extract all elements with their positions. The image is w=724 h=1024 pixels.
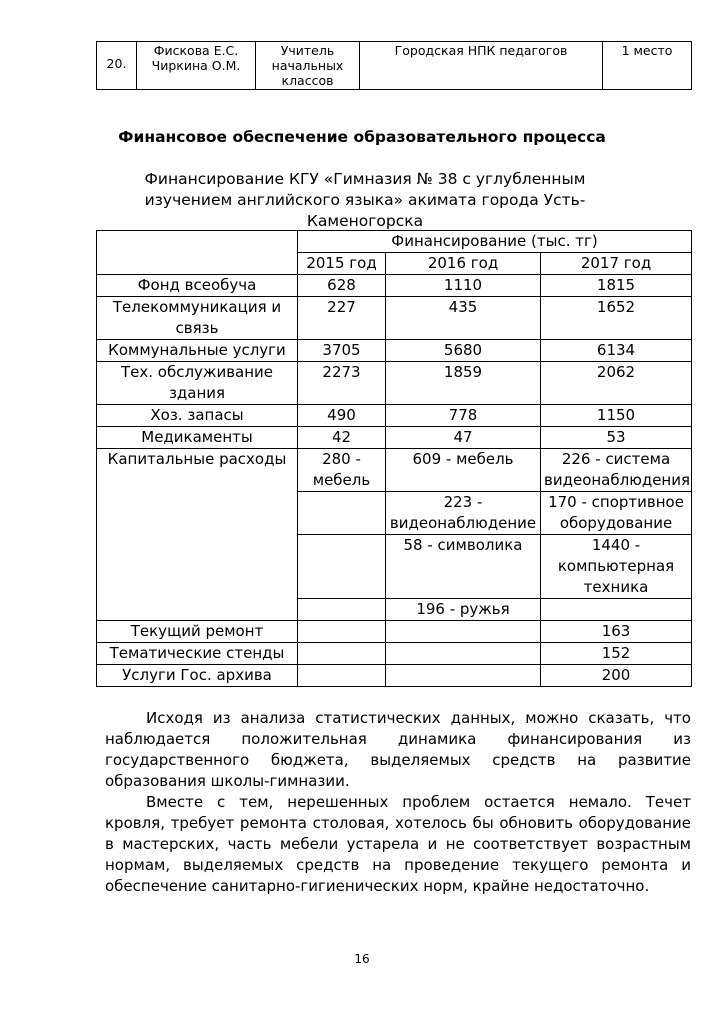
value-2016 xyxy=(386,621,541,643)
table-row xyxy=(97,340,692,362)
table-row xyxy=(97,405,692,427)
value-2016: 435 xyxy=(386,297,541,340)
row-label: Фонд всеобуча xyxy=(97,275,298,297)
year-header: 2017 год xyxy=(541,253,692,275)
value-2017: 1815 xyxy=(541,275,692,297)
table-row xyxy=(97,665,692,687)
body-paragraph xyxy=(105,708,691,792)
group-header: Финансирование (тыс. тг) xyxy=(298,231,692,253)
value-2015: 628 xyxy=(298,275,386,297)
position-line: Учитель xyxy=(280,43,335,58)
value-2016: 47 xyxy=(386,427,541,449)
awards-table xyxy=(96,41,692,90)
year-header: 2015 год xyxy=(298,253,386,275)
value-2015: 490 xyxy=(298,405,386,427)
value-2016 xyxy=(386,665,541,687)
result: 1 место xyxy=(603,42,692,90)
participant-position xyxy=(256,42,360,90)
table-caption: Финансирование КГУ «Гимназия № 38 с углубленным изучением английского языка» акимата города Усть-Каменогорска xyxy=(144,170,586,230)
paragraph-text: Вместе с тем, нерешенных проблем остается немало. Течет кровля, требует ремонта столовая, хотелось бы обновить оборудование в мастерских, часть мебели устарела и не соответствует возрастным нормам, выделяемых средств на проведение текущего ремонта и обеспечение санитарно-гигиенических норм, крайне недостаточно. xyxy=(105,793,691,895)
value-2017: 53 xyxy=(541,427,692,449)
row-label: Услуги Гос. архива xyxy=(97,665,298,687)
empty-header-cell xyxy=(97,231,298,275)
value-2017: 163 xyxy=(541,621,692,643)
value-2015 xyxy=(298,599,386,621)
value-2015 xyxy=(298,535,386,599)
row-label: Тематические стенды xyxy=(97,643,298,665)
participant-name: Фискова Е.С. xyxy=(153,43,239,58)
row-number: 20. xyxy=(97,42,137,90)
value-2016: 196 - ружья xyxy=(386,599,541,621)
table-row xyxy=(97,621,692,643)
value-2016: 223 - видеонаблюдение xyxy=(386,492,541,535)
participant-names xyxy=(137,42,256,90)
value-2015: 42 xyxy=(298,427,386,449)
table-row xyxy=(97,297,692,340)
participant-name: Чиркина О.М. xyxy=(151,58,241,73)
value-2015: 227 xyxy=(298,297,386,340)
value-2017 xyxy=(541,599,692,621)
table-row xyxy=(97,449,692,492)
value-2015: 280 - мебель xyxy=(298,449,386,492)
row-label: Текущий ремонт xyxy=(97,621,298,643)
row-label: Коммунальные услуги xyxy=(97,340,298,362)
value-2017: 2062 xyxy=(541,362,692,405)
table-row xyxy=(97,643,692,665)
paragraph-text: Исходя из анализа статистических данных, можно сказать, что наблюдается положительная динамика финансирования из государственного бюджета, выделяемых средств на развитие образования школы-гимназии. xyxy=(105,709,691,790)
position-line: классов xyxy=(281,73,334,88)
value-2017: 226 - система видеонаблюдения xyxy=(541,449,692,492)
value-2015 xyxy=(298,665,386,687)
value-2017: 170 - спортивное оборудование xyxy=(541,492,692,535)
table-row xyxy=(97,42,692,90)
row-label: Капитальные расходы xyxy=(97,449,298,621)
page-number: 16 xyxy=(354,952,370,966)
event-name: Городская НПК педагогов xyxy=(360,42,603,90)
finance-table xyxy=(96,230,692,687)
value-2017: 152 xyxy=(541,643,692,665)
table-row xyxy=(97,427,692,449)
value-2015 xyxy=(298,621,386,643)
header-row xyxy=(97,231,692,253)
section-title: Финансовое обеспечение образовательного процесса xyxy=(118,128,606,146)
value-2016 xyxy=(386,643,541,665)
value-2017: 6134 xyxy=(541,340,692,362)
value-2016: 1110 xyxy=(386,275,541,297)
row-label: Медикаменты xyxy=(97,427,298,449)
value-2017: 1150 xyxy=(541,405,692,427)
position-line: начальных xyxy=(271,58,344,73)
value-2016: 1859 xyxy=(386,362,541,405)
value-2017: 1652 xyxy=(541,297,692,340)
value-2015: 3705 xyxy=(298,340,386,362)
value-2016: 58 - символика xyxy=(386,535,541,599)
value-2016: 778 xyxy=(386,405,541,427)
value-2015 xyxy=(298,492,386,535)
value-2015 xyxy=(298,643,386,665)
year-header: 2016 год xyxy=(386,253,541,275)
table-row xyxy=(97,275,692,297)
row-label: Хоз. запасы xyxy=(97,405,298,427)
body-paragraph xyxy=(105,792,691,897)
value-2016: 5680 xyxy=(386,340,541,362)
value-2017: 1440 - компьютерная техника xyxy=(541,535,692,599)
value-2016: 609 - мебель xyxy=(386,449,541,492)
table-row xyxy=(97,362,692,405)
value-2015: 2273 xyxy=(298,362,386,405)
row-label: Телекоммуникация и связь xyxy=(97,297,298,340)
value-2017: 200 xyxy=(541,665,692,687)
row-label: Тех. обслуживание здания xyxy=(97,362,298,405)
